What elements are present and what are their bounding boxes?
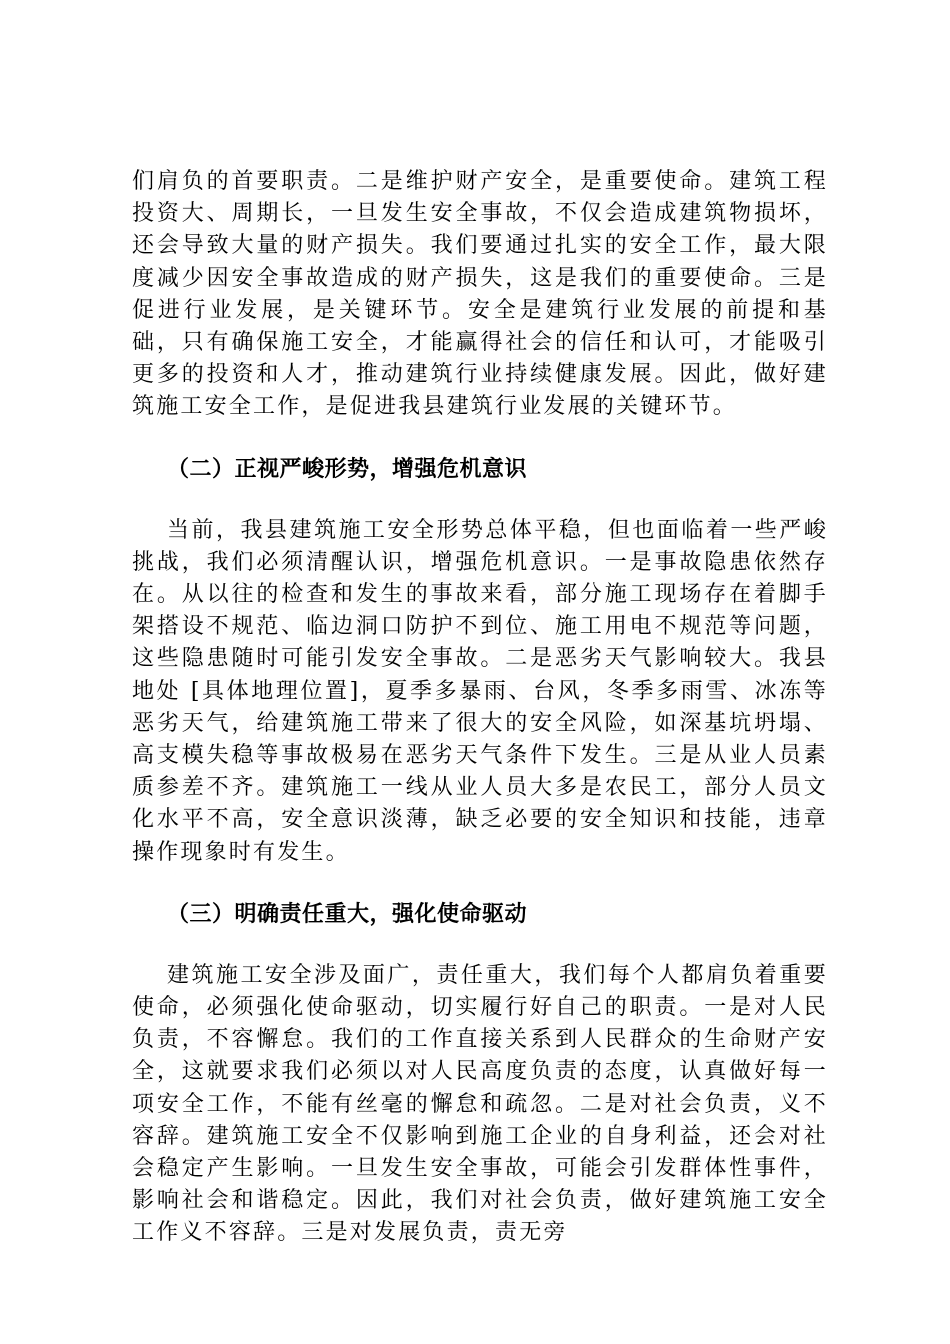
document-page [132, 166, 828, 1250]
section-heading-2: （二）正视严峻形势，增强危机意识 [167, 456, 528, 482]
body-paragraph-3: 建筑施工安全涉及面广，责任重大，我们每个人都肩负着重要使命，必须强化使命驱动，切实履行好自己的职责。一是对人民负责，不容懈怠。我们的工作直接关系到人民群众的生命财产安全，这就要求我们必须以对人民高度负责的态度，认真做好每一项安全工作，不能有丝毫的懈怠和疏忽。二是对社会负责，义不容辞。建筑施工安全不仅影响到施工企业的自身利益，还会对社会稳定产生影响。一旦发生安全事故，可能会引发群体性事件，影响社会和谐稳定。因此，我们对社会负责，做好建筑施工安全工作义不容辞。三是对发展负责，责无旁 [132, 962, 828, 1246]
body-paragraph-1: 们肩负的首要职责。二是维护财产安全，是重要使命。建筑工程投资大、周期长，一旦发生安全事故，不仅会造成建筑物损坏，还会导致大量的财产损失。我们要通过扎实的安全工作，最大限度减少因安全事故造成的财产损失，这是我们的重要使命。三是促进行业发展，是关键环节。安全是建筑行业发展的前提和基础，只有确保施工安全，才能赢得社会的信任和认可，才能吸引更多的投资和人才，推动建筑行业持续健康发展。因此，做好建筑施工安全工作，是促进我县建筑行业发展的关键环节。 [132, 169, 828, 420]
body-paragraph-2: 当前，我县建筑施工安全形势总体平稳，但也面临着一些严峻挑战，我们必须清醒认识，增强危机意识。一是事故隐患依然存在。从以往的检查和发生的事故来看，部分施工现场存在着脚手架搭设不规范、临边洞口防护不到位、施工用电不规范等问题，这些隐患随时可能引发安全事故。二是恶劣天气影响较大。我县地处 [具体地理位置]，夏季多暴雨、台风，冬季多雨雪、冰冻等恶劣天气，给建筑施工带来了很大的安全风险，如深基坑坍塌、高支模失稳等事故极易在恶劣天气条件下发生。三是从业人员素质参差不齐。建筑施工一线从业人员大多是农民工，部分人员文化水平不高，安全意识淡薄，缺乏必要的安全知识和技能，违章操作现象时有发生。 [132, 517, 828, 865]
section-heading-3: （三）明确责任重大，强化使命驱动 [167, 901, 528, 927]
